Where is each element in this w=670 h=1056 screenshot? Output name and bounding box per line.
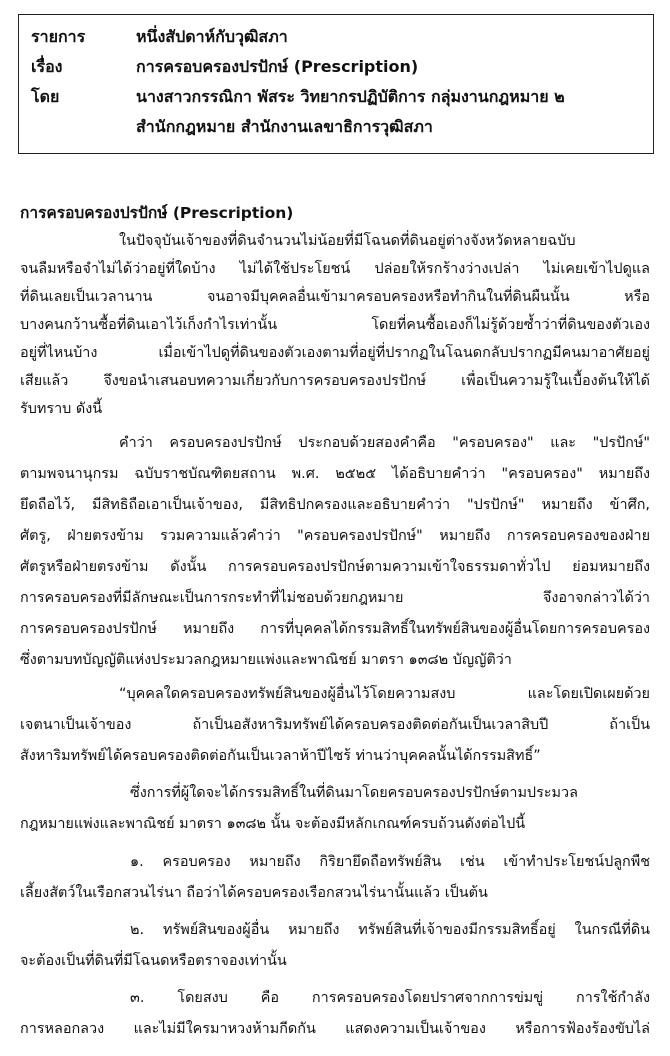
text-line: การครอบครองปรปักษ์ หมายถึง การที่บุคคลได้กรรมสิทธิ์ในทรัพย์สินของผู้อื่นโดยการครอบครอง (20, 621, 650, 637)
text-line: ตามพจนานุกรม ฉบับราชบัณฑิตยสถาน พ.ศ. ๒๕๒๕ ได้อธิบายคำว่า "ครอบครอง" หมายถึง (20, 466, 650, 482)
header-row-author (31, 83, 565, 111)
list-item-1: ๑. ครอบครอง หมายถึง กิริยายึดถือทรัพย์สิน เช่น เข้าทำประโยชน์ปลูกพืช (130, 854, 650, 870)
text-line: ยึดถือไว้, มีสิทธิถือเอาเป็นเจ้าของ, มีสิทธิปกครองและอธิบายคำว่า "ปรปักษ์" หมายถึง ข้าศึก, (20, 497, 650, 513)
subject-value: การครอบครองปรปักษ์ (Prescription) (136, 57, 419, 76)
text-line: ซึ่งการที่ผู้ใดจะได้กรรมสิทธิ์ในที่ดินมาโดยครอบครองปรปักษ์ตามประมวล (130, 785, 578, 801)
quote-line: เจตนาเป็นเจ้าของ ถ้าเป็นอสังหาริมทรัพย์ได้ครอบครองติดต่อกันเป็นเวลาสิบปี ถ้าเป็น (20, 717, 650, 733)
text-line: กฎหมายแพ่งและพาณิชย์ มาตรา ๑๓๘๒ นั้น จะต้องมีหลักเกณฑ์ครบถ้วนดังต่อไปนี้ (20, 816, 526, 832)
list-item-1-cont: เลี้ยงสัตว์ในเรือกสวนไร่นา ถือว่าได้ครอบครองเรือกสวนไร่นานั้นแล้ว เป็นต้น (20, 885, 488, 901)
program-label: รายการ (31, 27, 86, 46)
header-row-subject (31, 53, 418, 81)
list-item-3-cont: การหลอกลวง และไม่มีใครมาหวงห้ามกีดกัน แสดงความเป็นเจ้าของ หรือการฟ้องร้องขับไล่ (20, 1021, 650, 1037)
text-line: ที่ดินเลยเป็นเวลานาน จนอาจมีบุคคลอื่นเข้ามาครอบครองหรือทำกินในที่ดินผืนนั้น หรือ (20, 289, 650, 305)
text-line: ศัตรูหรือฝ่ายตรงข้าม ดังนั้น การครอบครองปรปักษ์ตามความเข้าใจธรรมดาทั่วไป ย่อมหมายถึง (20, 559, 650, 575)
list-item-2: ๒. ทรัพย์สินของผู้อื่น หมายถึง ทรัพย์สินที่เจ้าของมีกรรมสิทธิ์อยู่ ในกรณีที่ดิน (130, 922, 650, 938)
author-value: นางสาวกรรณิกา พัสระ วิทยากรปฏิบัติการ กลุ่มงานกฎหมาย ๒ (136, 87, 565, 106)
text-line: ซึ่งตามบทบัญญัติแห่งประมวลกฎหมายแพ่งและพาณิชย์ มาตรา ๑๓๘๒ บัญญัติว่า (20, 652, 512, 668)
author-affiliation: สำนักกฎหมาย สำนักงานเลขาธิการวุฒิสภา (136, 117, 433, 136)
header-row-program (31, 23, 288, 51)
quote-line: “บุคคลใดครอบครองทรัพย์สินของผู้อื่นไว้โดยความสงบ และโดยเปิดเผยด้วย (119, 686, 650, 702)
quote-line: สังหาริมทรัพย์ได้ครอบครองติดต่อกันเป็นเวลาห้าปีไซร้ ท่านว่าบุคคลนั้นได้กรรมสิทธิ์” (20, 748, 541, 764)
list-item-3: ๓. โดยสงบ คือ การครอบครองโดยปราศจากการข่มขู่ การใช้กำลัง (130, 990, 650, 1006)
text-line: ในปัจจุบันเจ้าของที่ดินจำนวนไม่น้อยที่มีโฉนดที่ดินอยู่ต่างจังหวัดหลายฉบับ (119, 233, 576, 249)
header-row-affiliation (31, 113, 433, 141)
article-title: การครอบครองปรปักษ์ (Prescription) (20, 204, 294, 222)
text-line: ศัตรู, ฝ่ายตรงข้าม รวมความแล้วคำว่า "ครอบครองปรปักษ์" หมายถึง การครอบครองของฝ่าย (20, 528, 650, 544)
author-label: โดย (31, 87, 60, 106)
text-line: คำว่า ครอบครองปรปักษ์ ประกอบด้วยสองคำคือ "ครอบครอง" และ "ปรปักษ์" (119, 435, 650, 451)
subject-label: เรื่อง (31, 57, 63, 76)
text-line: อยู่ที่ไหนบ้าง เมื่อเข้าไปดูที่ดินของตัวเองตามที่อยู่ที่ปรากฏในโฉนดกลับปรากฏมีคนมาอาศัยอยู่ (20, 345, 650, 361)
list-item-2-cont: จะต้องเป็นที่ดินที่มีโฉนดหรือตราจองเท่านั้น (20, 953, 287, 969)
header-box (18, 14, 654, 154)
text-line: รับทราบ ดังนี้ (20, 401, 103, 417)
text-line: เสียแล้ว จึงขอนำเสนอบทความเกี่ยวกับการครอบครองปรปักษ์ เพื่อเป็นความรู้ในเบื้องต้นให้ได้ (20, 373, 650, 389)
program-value: หนึ่งสัปดาห์กับวุฒิสภา (136, 27, 288, 46)
text-line: จนลืมหรือจำไม่ได้ว่าอยู่ที่ใดบ้าง ไม่ได้ใช้ประโยชน์ ปล่อยให้รกร้างว่างเปล่า ไม่เคยเข้าไปดูแล (20, 261, 650, 277)
text-line: การครอบครองที่มีลักษณะเป็นการกระทำที่ไม่ชอบด้วยกฎหมาย จึงอาจกล่าวได้ว่า (20, 590, 650, 606)
text-line: บางคนกว้านซื้อที่ดินเอาไว้เก็งกำไรเท่านั้น โดยที่คนซื้อเองก็ไม่รู้ด้วยซ้ำว่าที่ดินของตัวเอง (20, 317, 650, 333)
